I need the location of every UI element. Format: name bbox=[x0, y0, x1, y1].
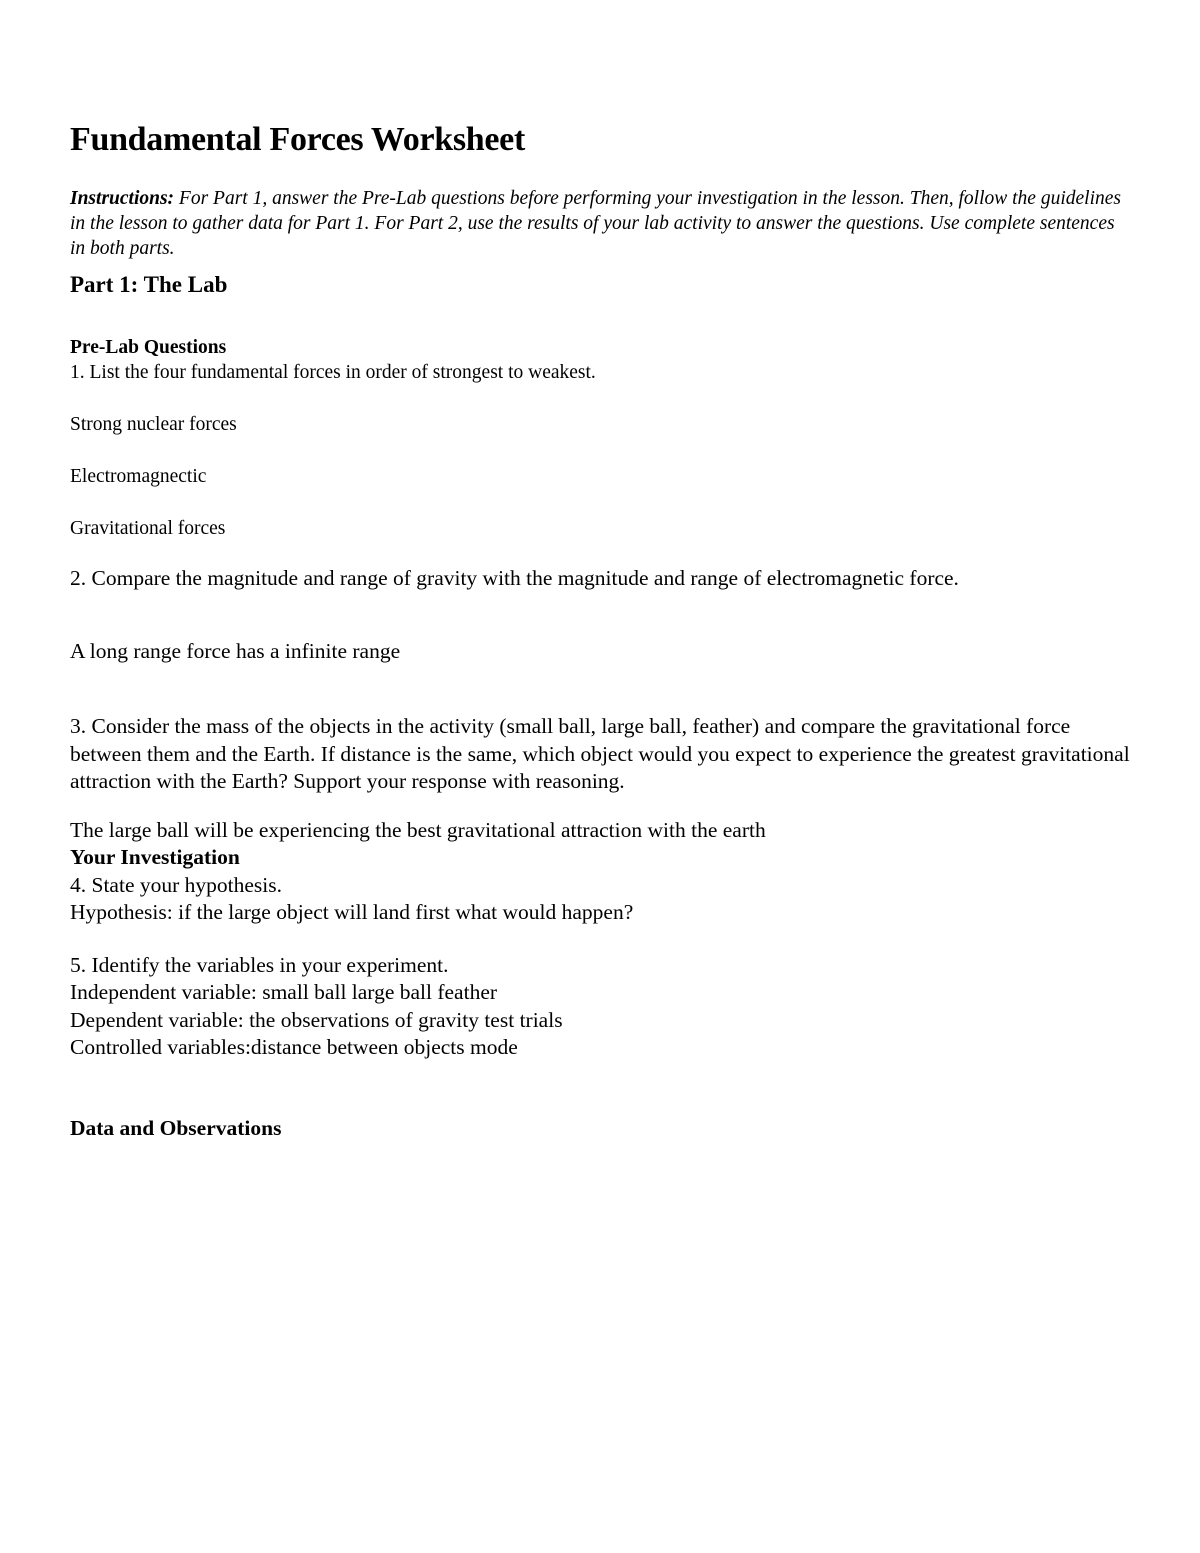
answer-1-line-3: Gravitational forces bbox=[70, 518, 226, 539]
instructions-label: Instructions: bbox=[70, 188, 175, 209]
dependent-variable: Dependent variable: the observations of gravity test trials bbox=[70, 1008, 563, 1032]
independent-variable: Independent variable: small ball large ball feather bbox=[70, 980, 498, 1004]
question-4: 4. State your hypothesis. bbox=[70, 873, 282, 897]
instructions-text: For Part 1, answer the Pre-Lab questions before performing your investigation in the lesson. Then, follow the guidelines in the lesson to gather data for Part 1. For Part 2, use the results of your lab activity to answer the questions. Use complete sentences in both parts. bbox=[70, 188, 1121, 259]
question-2: 2. Compare the magnitude and range of gravity with the magnitude and range of electromagnetic force. bbox=[70, 566, 959, 590]
answer-1-line-2: Electromagnectic bbox=[70, 466, 207, 487]
investigation-heading: Your Investigation bbox=[70, 845, 240, 869]
prelab-heading: Pre-Lab Questions bbox=[70, 337, 227, 358]
controlled-variables: Controlled variables:distance between objects mode bbox=[70, 1035, 518, 1059]
answer-4: Hypothesis: if the large object will land first what would happen? bbox=[70, 900, 634, 924]
part1-heading: Part 1: The Lab bbox=[70, 272, 228, 297]
question-3: 3. Consider the mass of the objects in the activity (small ball, large ball, feather) and compare the gravitational force between them and the Earth. If distance is the same, which object would you expect to experience the greatest gravitational attraction with the Earth? Support your response with reasoning. bbox=[70, 714, 1130, 793]
question-1: 1. List the four fundamental forces in order of strongest to weakest. bbox=[70, 362, 596, 383]
instructions bbox=[70, 186, 1130, 261]
answer-3: The large ball will be experiencing the best gravitational attraction with the earth bbox=[70, 818, 766, 842]
answer-2: A long range force has a infinite range bbox=[70, 639, 401, 663]
page-title: Fundamental Forces Worksheet bbox=[70, 121, 525, 158]
data-observations-heading: Data and Observations bbox=[70, 1116, 282, 1140]
answer-1-line-1: Strong nuclear forces bbox=[70, 414, 237, 435]
question-5: 5. Identify the variables in your experiment. bbox=[70, 953, 449, 977]
